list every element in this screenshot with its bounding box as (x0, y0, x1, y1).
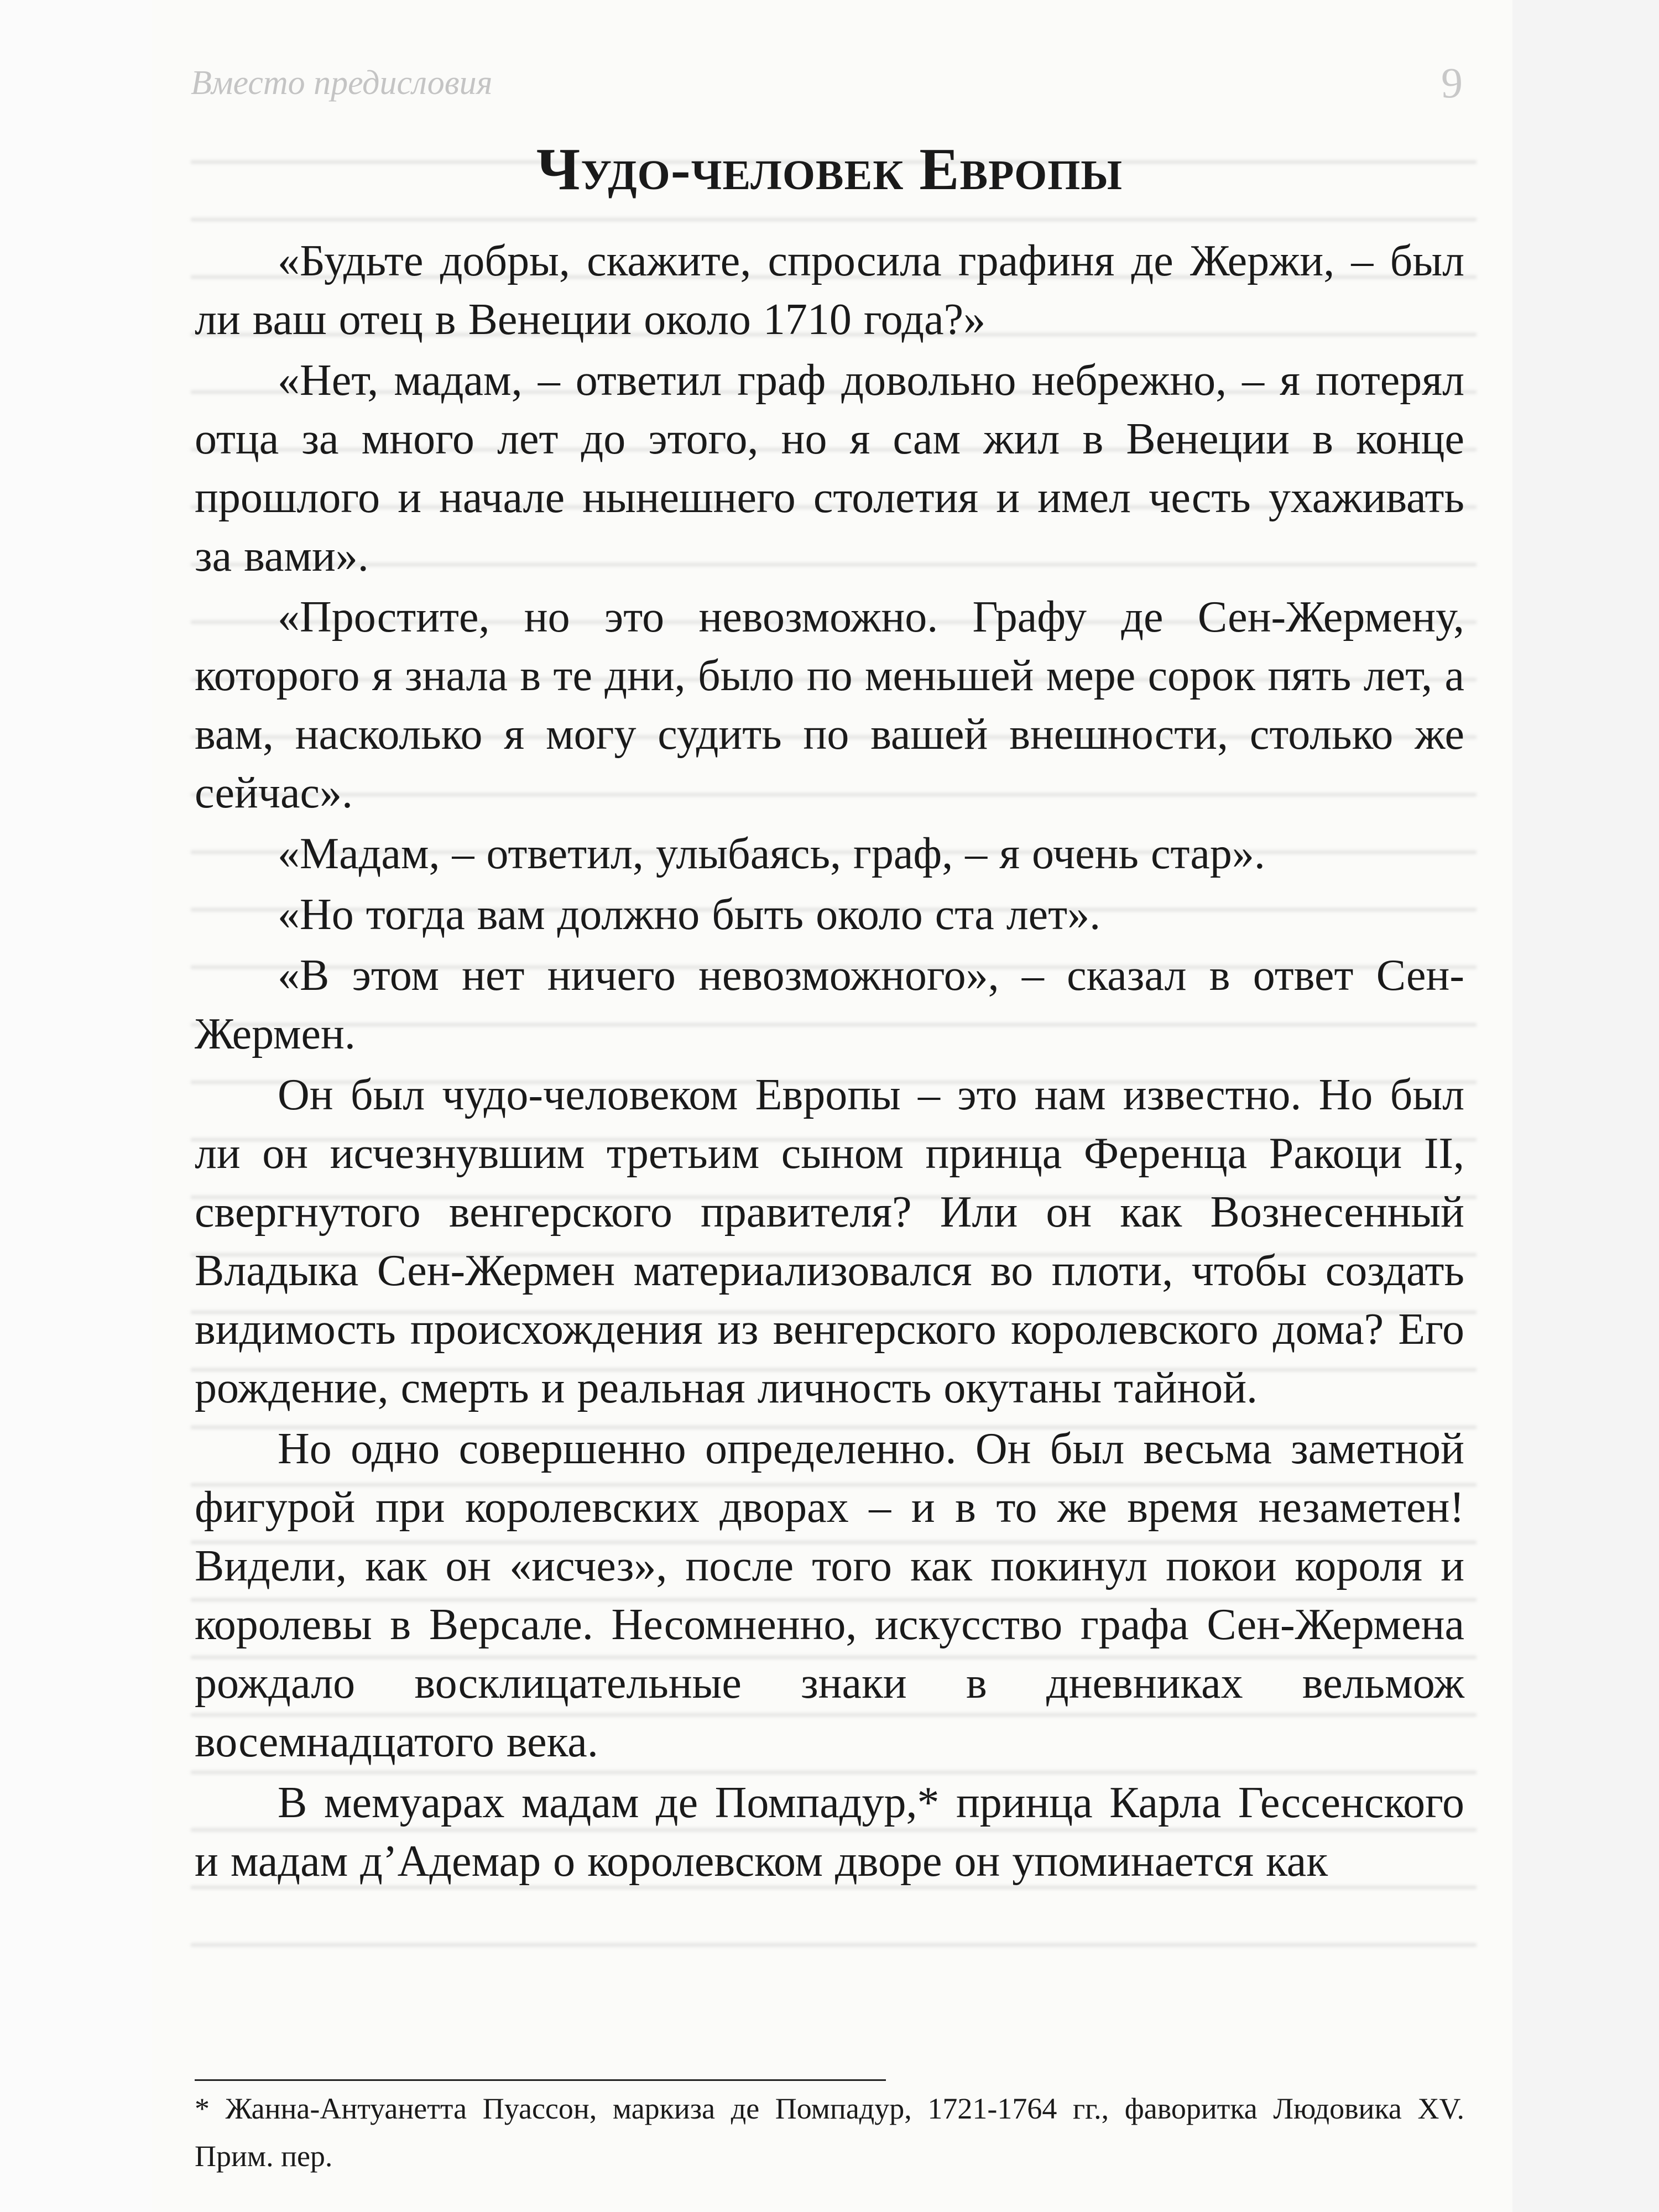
paragraph: «Мадам, – ответил, улыбаясь, граф, – я очень стар». (278, 830, 1265, 878)
paragraph: «Нет, мадам, – ответил граф довольно небрежно, – я потерял отца за много лет до этого, но я сам жил в Венеции в конце прошлого и начале нынешнего столетия и имел честь ухаживать за вами». (195, 356, 1464, 581)
paragraph: Но одно совершенно определенно. Он был весьма заметной фигурой при королевских дворах – и в то же время незаметен! Видели, как он «исчез», после того как покинул покои короля и королевы в Версале. Несомненно, искусство графа Сен-Жермена рождало восклицательные знаки в дневниках вельмож восемнадцатого века. (195, 1425, 1464, 1766)
paragraph: «Простите, но это невозможно. Графу де Сен-Жермену, которого я знала в те дни, было по меньшей мере сорок пять лет, а вам, насколько я могу судить по вашей внешности, столько же сейчас». (195, 593, 1464, 817)
footnote: * Жанна-Антуанетта Пуассон, маркиза де Помпадур, 1721-1764 гг., фаворитка Людовика XV. Прим. пер. (195, 2092, 1464, 2173)
paragraph: «Но тогда вам должно быть около ста лет». (278, 890, 1101, 939)
footnote-divider (195, 2079, 886, 2081)
paragraph: «В этом нет ничего невозможного», – сказал в ответ Сен-Жермен. (195, 951, 1464, 1058)
paragraph: «Будьте добры, скажите, спросила графиня де Жержи, – был ли ваш отец в Венеции около 1710 года?» (195, 237, 1464, 344)
page-content (195, 135, 1464, 1891)
chapter-title: Чудо-человек Европы (536, 137, 1123, 202)
right-margin (1512, 0, 1659, 2212)
left-margin (0, 0, 152, 2212)
paragraph: Он был чудо-человеком Европы – это нам известно. Но был ли он исчезнувшим третьим сыном принца Ференца Ракоци II, свергнутого венгерского правителя? Или он как Вознесенный Владыка Сен-Жермен материализовался во плоти, чтобы создать видимость происхождения из венгерского королевского дома? Его рождение, смерть и реальная личность окутаны тайной. (195, 1071, 1464, 1412)
running-header (191, 53, 1463, 113)
running-title: Вместо предисловия (191, 64, 493, 102)
paragraph: В мемуарах мадам де Помпадур,* принца Карла Гессенского и мадам д’Адемар о королевском дворе он упоминается как (195, 1778, 1464, 1886)
page-number: 9 (1441, 59, 1463, 107)
